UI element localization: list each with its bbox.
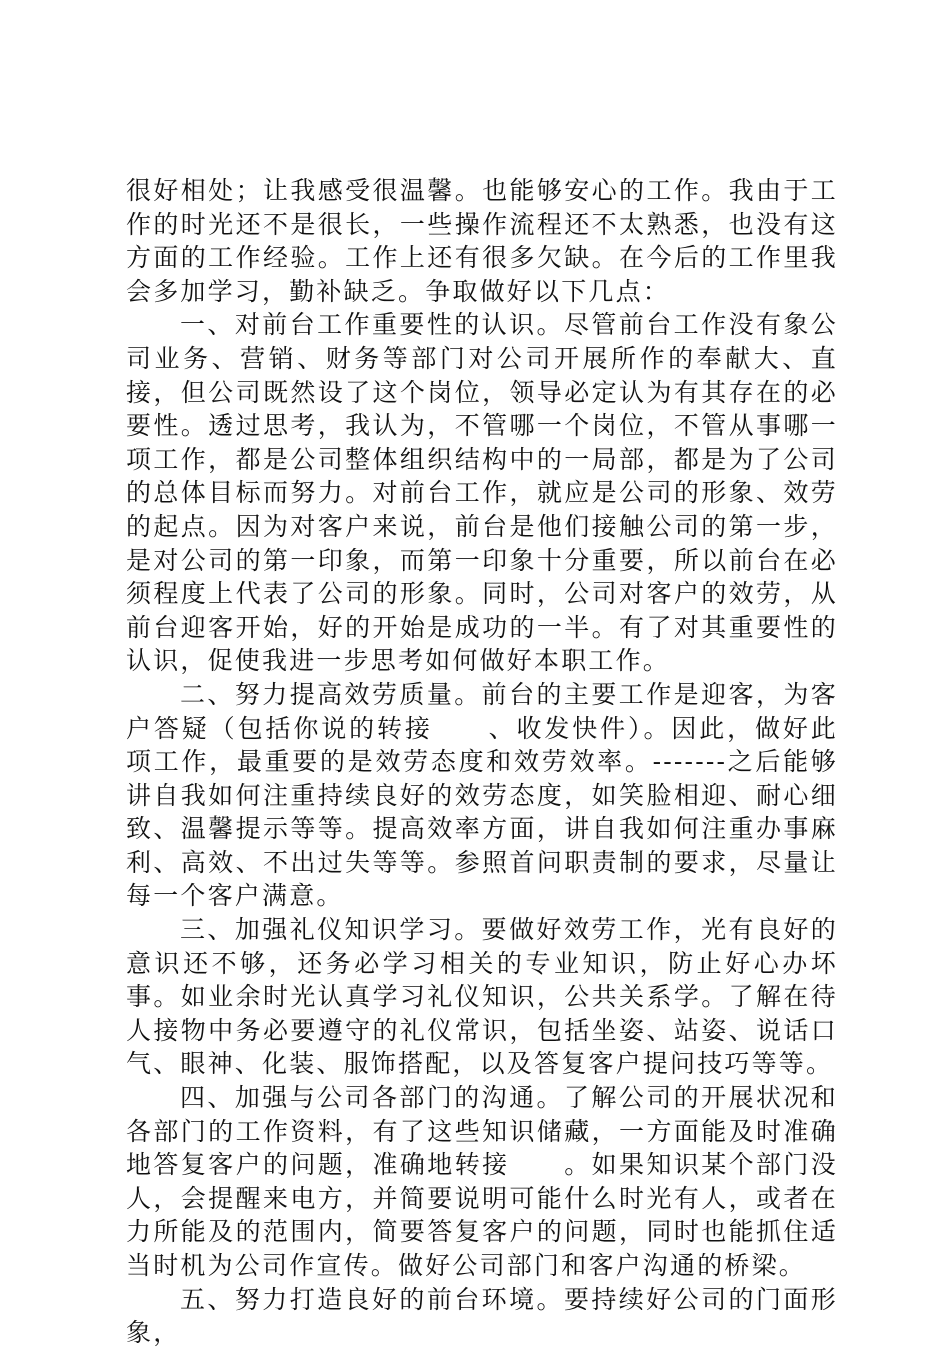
paragraph-point-2: 二、努力提高效劳质量。前台的主要工作是迎客，为客户答疑（包括你说的转接 、收发快件）。因此，做好此项工作，最重要的是效劳态度和效劳效率。-------之后能够讲自我如何注重持续良好的效劳态度，如笑脸相迎、耐心细致、温馨提示等等。提高效率方面，讲自我如何注重办事麻利、高效、不出过失等等。参照首问职责制的要求，尽量让每一个客户满意。 (126, 679, 838, 911)
document-body (126, 174, 838, 1350)
paragraph-continuation: 很好相处；让我感受很温馨。也能够安心的工作。我由于工作的时光还不是很长，一些操作流程还不太熟悉，也没有这方面的工作经验。工作上还有很多欠缺。在今后的工作里我会多加学习，勤补缺乏。争取做好以下几点： (126, 176, 838, 306)
paragraph-point-4: 四、加强与公司各部门的沟通。了解公司的开展状况和各部门的工作资料，有了这些知识储藏，一方面能及时准确地答复客户的问题，准确地转接 。如果知识某个部门没人，会提醒来电方，并简要说明可能什么时光有人，或者在力所能及的范围内，简要答复客户的问题，同时也能抓住适当时机为公司作宣传。做好公司部门和客户沟通的桥梁。 (126, 1083, 838, 1280)
paragraph-point-3: 三、加强礼仪知识学习。要做好效劳工作，光有良好的意识还不够，还务必学习相关的专业知识，防止好心办坏事。如业余时光认真学习礼仪知识，公共关系学。了解在待人接物中务必要遵守的礼仪常识，包括坐姿、站姿、说话口气、眼神、化装、服饰搭配，以及答复客户提问技巧等等。 (126, 915, 838, 1079)
paragraph-point-1: 一、对前台工作重要性的认识。尽管前台工作没有象公司业务、营销、财务等部门对公司开展所作的奉献大、直接，但公司既然设了这个岗位，领导必定认为有其存在的必要性。透过思考，我认为，不管哪一个岗位，不管从事哪一项工作，都是公司整体组织结构中的一局部，都是为了公司的总体目标而努力。对前台工作，就应是公司的形象、效劳的起点。因为对客户来说，前台是他们接触公司的第一步，是对公司的第一印象，而第一印象十分重要，所以前台在必须程度上代表了公司的形象。同时，公司对客户的效劳，从前台迎客开始，好的开始是成功的一半。有了对其重要性的认识，促使我进一步思考如何做好本职工作。 (126, 310, 838, 676)
paragraph-point-5: 五、努力打造良好的前台环境。要持续好公司的门面形象， (126, 1284, 838, 1348)
